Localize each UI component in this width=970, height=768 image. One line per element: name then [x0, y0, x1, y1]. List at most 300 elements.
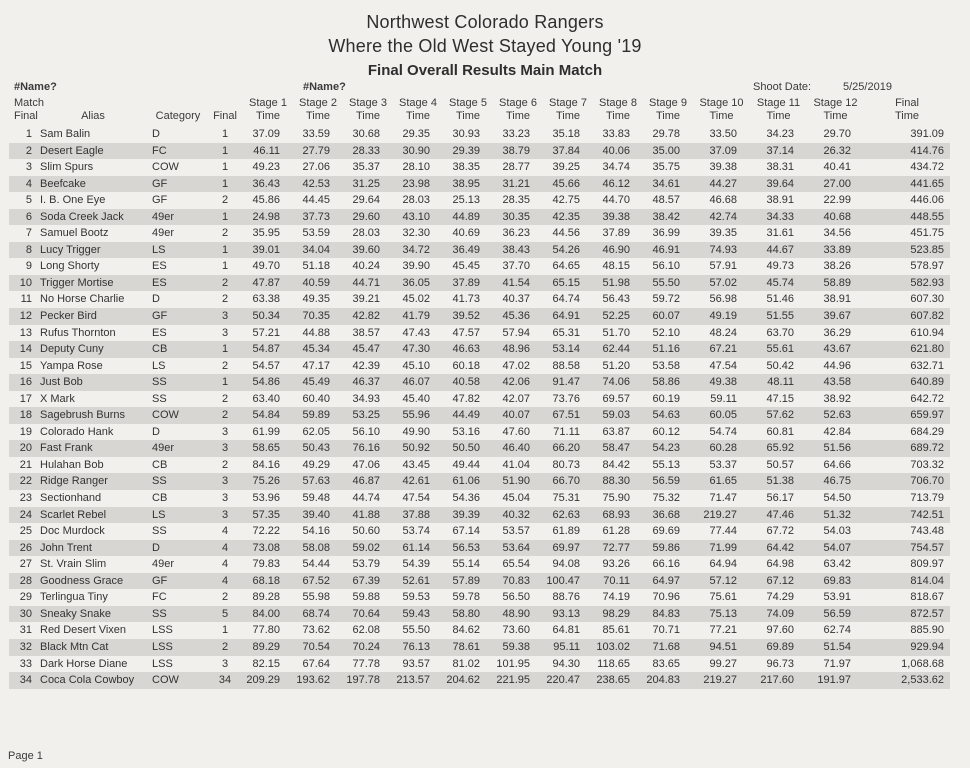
table-row	[9, 126, 950, 143]
match-final-rank: 12	[19, 310, 32, 323]
match-final-rank: 27	[19, 558, 32, 571]
category: COW	[152, 409, 179, 422]
stage-12-time: 38.92	[823, 392, 851, 405]
stage-2-time: 50.43	[302, 442, 330, 455]
stage-3-time: 53.79	[352, 558, 380, 571]
stage-7-time: 42.75	[552, 194, 580, 207]
match-final-rank: 19	[19, 425, 32, 438]
stage-8-time: 56.43	[602, 293, 630, 306]
final-rank: 1	[221, 128, 229, 140]
stage-4-time: 34.72	[402, 243, 430, 256]
stage-1-time: 58.65	[252, 442, 280, 455]
category: GF	[152, 177, 168, 190]
final-rank: 3	[221, 657, 229, 670]
match-final-rank: 5	[25, 194, 32, 207]
stage-12-time: 43.67	[823, 343, 851, 356]
stage-10-time: 33.50	[709, 128, 737, 140]
table-row	[9, 656, 950, 673]
stage-4-time: 49.90	[402, 425, 430, 438]
stage-5-time: 39.39	[452, 508, 480, 521]
stage-7-time: 88.58	[552, 359, 580, 372]
stage-11-time: 74.29	[766, 591, 794, 604]
stage-3-time: 44.71	[352, 276, 380, 289]
stage-5-time: 40.58	[452, 376, 480, 389]
stage-10-time: 99.27	[709, 657, 737, 670]
stage-10-time: 54.74	[709, 425, 737, 438]
table-row	[9, 424, 950, 441]
stage-2-time: 70.54	[302, 640, 330, 653]
stage-9-time: 71.68	[652, 640, 680, 653]
stage-12-time: 52.63	[823, 409, 851, 422]
table-row	[9, 209, 950, 226]
stage-9-time: 56.59	[652, 475, 680, 488]
stage-10-time: 44.27	[709, 177, 737, 190]
stage-4-time: 50.92	[402, 442, 430, 455]
stage-6-time: 221.95	[496, 674, 530, 687]
stage-1-time: 68.18	[252, 574, 280, 587]
category: SS	[152, 376, 167, 389]
stage-6-time: 38.79	[502, 144, 530, 157]
final-rank: 2	[221, 640, 229, 653]
stage-9-time: 34.61	[652, 177, 680, 190]
final-rank: 4	[221, 525, 229, 538]
stage-10-time: 71.99	[709, 541, 737, 554]
stage-12-time: 69.83	[823, 574, 851, 587]
stage-2-time: 60.40	[302, 392, 330, 405]
stage-2-time: 39.40	[302, 508, 330, 521]
stage-9-time: 35.00	[652, 144, 680, 157]
final-time: 607.30	[910, 293, 944, 306]
stage-5-time: 38.35	[452, 161, 480, 174]
shooter-alias: St. Vrain Slim	[40, 558, 107, 571]
category: FC	[152, 591, 167, 604]
category: GF	[152, 574, 168, 587]
stage-11-time: 48.11	[767, 376, 794, 389]
stage-8-time: 70.11	[603, 574, 630, 587]
table-row	[9, 192, 950, 209]
final-rank: 1	[221, 260, 229, 273]
match-final-rank: 32	[19, 640, 32, 653]
stage-12-time: 39.67	[823, 310, 851, 323]
stage-1-time: 37.09	[252, 128, 280, 140]
stage-8-time: 74.06	[602, 376, 630, 389]
stage-5-time: 36.49	[452, 243, 480, 256]
stage-7-time: 61.89	[552, 525, 580, 538]
stage-7-time: 73.76	[552, 392, 580, 405]
stage-6-time: 33.23	[502, 128, 530, 140]
stage-1-time: 54.87	[252, 343, 280, 356]
stage-5-time: 58.80	[452, 607, 480, 620]
stage-11-time: 45.74	[766, 276, 794, 289]
category: CB	[152, 492, 168, 505]
stage-2-time: 34.04	[302, 243, 330, 256]
stage-10-time: 48.24	[709, 326, 737, 339]
stage-8-time: 33.83	[602, 128, 630, 140]
stage-4-time: 36.05	[402, 276, 430, 289]
stage-4-time: 46.07	[402, 376, 430, 389]
stage-8-time: 85.61	[602, 624, 630, 637]
stage-11-time: 69.89	[766, 640, 794, 653]
stage-11-time: 49.73	[766, 260, 794, 273]
stage-8-time: 93.26	[602, 558, 630, 571]
stage-11-time: 34.33	[766, 210, 794, 223]
stage-9-time: 70.71	[652, 624, 680, 637]
stage-9-time: 64.97	[652, 574, 680, 587]
stage-11-time: 47.15	[766, 392, 794, 405]
stage-1-time: 54.84	[252, 409, 280, 422]
stage-6-time: 53.64	[502, 541, 530, 554]
shooter-alias: Doc Murdock	[40, 525, 105, 538]
match-final-rank: 25	[19, 525, 32, 538]
stage-8-time: 40.06	[602, 144, 630, 157]
column-header: Stage 4 Time	[399, 97, 437, 122]
stage-6-time: 38.43	[502, 243, 530, 256]
stage-8-time: 34.74	[602, 161, 630, 174]
stage-8-time: 88.30	[602, 475, 630, 488]
stage-6-time: 41.54	[502, 276, 530, 289]
stage-11-time: 34.23	[766, 128, 794, 140]
match-final-rank: 22	[19, 475, 32, 488]
stage-6-time: 28.77	[502, 161, 530, 174]
stage-3-time: 30.68	[352, 128, 380, 140]
match-final-rank: 26	[19, 541, 32, 554]
stage-9-time: 75.32	[652, 492, 680, 505]
stage-10-time: 56.98	[709, 293, 737, 306]
stage-5-time: 29.39	[452, 144, 480, 157]
stage-2-time: 53.59	[302, 227, 330, 240]
stage-2-time: 57.63	[302, 475, 330, 488]
shooter-alias: Fast Frank	[40, 442, 93, 455]
stage-9-time: 60.07	[652, 310, 680, 323]
stage-3-time: 70.24	[352, 640, 380, 653]
stage-9-time: 70.96	[652, 591, 680, 604]
stage-6-time: 73.60	[502, 624, 530, 637]
final-time: 689.72	[910, 442, 944, 455]
stage-3-time: 29.64	[352, 194, 380, 207]
stage-12-time: 38.91	[823, 293, 851, 306]
stage-10-time: 46.68	[709, 194, 737, 207]
shooter-alias: Dark Horse Diane	[40, 657, 128, 670]
stage-10-time: 219.27	[703, 508, 737, 521]
stage-4-time: 47.43	[402, 326, 430, 339]
table-row	[9, 176, 950, 193]
stage-1-time: 82.15	[252, 657, 280, 670]
stage-10-time: 39.38	[709, 161, 737, 174]
table-row	[9, 672, 950, 689]
stage-5-time: 47.57	[452, 326, 480, 339]
final-time: 885.90	[910, 624, 944, 637]
final-rank: 3	[221, 310, 229, 323]
match-final-rank: 9	[25, 260, 32, 273]
stage-10-time: 71.47	[709, 492, 737, 505]
final-rank: 1	[221, 161, 229, 174]
stage-6-time: 56.50	[502, 591, 530, 604]
stage-4-time: 45.40	[402, 392, 430, 405]
match-final-rank: 14	[19, 343, 32, 356]
name-error-center: #Name?	[303, 81, 346, 93]
shooter-alias: Lucy Trigger	[40, 243, 101, 256]
final-time: 391.09	[910, 128, 944, 140]
stage-5-time: 57.89	[452, 574, 480, 587]
column-header: Stage 2 Time	[299, 97, 337, 122]
stage-9-time: 59.72	[652, 293, 680, 306]
column-header: Stage 9 Time	[649, 97, 687, 122]
stage-11-time: 47.46	[766, 508, 794, 521]
stage-8-time: 48.15	[602, 260, 630, 273]
stage-6-time: 57.94	[502, 326, 530, 339]
final-time: 713.79	[910, 492, 944, 505]
shooter-alias: Sam Balin	[40, 128, 91, 140]
match-final-rank: 16	[19, 376, 32, 389]
shooter-alias: Coca Cola Cowboy	[40, 674, 135, 687]
stage-3-time: 70.64	[352, 607, 380, 620]
stage-5-time: 46.63	[452, 343, 480, 356]
stage-6-time: 47.02	[502, 359, 530, 372]
final-time: 448.55	[910, 210, 944, 223]
stage-11-time: 55.61	[766, 343, 794, 356]
stage-10-time: 75.13	[709, 607, 737, 620]
stage-6-time: 45.04	[502, 492, 530, 505]
stage-10-time: 57.12	[709, 574, 737, 587]
stage-3-time: 67.39	[352, 574, 380, 587]
stage-2-time: 27.06	[302, 161, 330, 174]
stage-4-time: 30.90	[402, 144, 430, 157]
stage-8-time: 37.89	[602, 227, 630, 240]
stage-12-time: 40.41	[823, 161, 851, 174]
stage-7-time: 93.13	[552, 607, 580, 620]
stage-2-time: 62.05	[302, 425, 330, 438]
stage-9-time: 36.99	[652, 227, 680, 240]
stage-10-time: 77.21	[709, 624, 737, 637]
stage-1-time: 47.87	[252, 276, 280, 289]
shooter-alias: Rufus Thornton	[40, 326, 116, 339]
stage-4-time: 76.13	[402, 640, 430, 653]
final-rank: 2	[221, 359, 229, 372]
stage-12-time: 54.07	[823, 541, 851, 554]
stage-7-time: 88.76	[552, 591, 580, 604]
stage-6-time: 30.35	[502, 210, 530, 223]
stage-6-time: 46.40	[502, 442, 530, 455]
stage-5-time: 59.78	[452, 591, 480, 604]
stage-11-time: 64.42	[766, 541, 794, 554]
results-header-row	[9, 95, 950, 126]
stage-9-time: 58.86	[652, 376, 680, 389]
match-final-rank: 20	[19, 442, 32, 455]
stage-12-time: 51.54	[823, 640, 851, 653]
stage-3-time: 46.37	[352, 376, 380, 389]
stage-10-time: 53.37	[709, 458, 737, 471]
table-row	[9, 540, 950, 557]
stage-5-time: 40.69	[452, 227, 480, 240]
stage-2-time: 55.98	[302, 591, 330, 604]
table-row	[9, 143, 950, 160]
stage-1-time: 46.11	[253, 144, 280, 157]
final-rank: 2	[221, 293, 229, 306]
stage-2-time: 33.59	[302, 128, 330, 140]
stage-3-time: 31.25	[352, 177, 380, 190]
stage-9-time: 51.16	[652, 343, 680, 356]
final-rank: 2	[221, 458, 229, 471]
category: D	[152, 293, 160, 306]
final-time: 814.04	[910, 574, 944, 587]
stage-9-time: 35.75	[652, 161, 680, 174]
shooter-alias: Terlingua Tiny	[40, 591, 108, 604]
category: LSS	[152, 640, 173, 653]
column-header: Stage 10 Time	[699, 97, 744, 122]
category: COW	[152, 161, 179, 174]
stage-12-time: 51.56	[823, 442, 851, 455]
final-rank: 4	[221, 558, 229, 571]
stage-8-time: 61.28	[602, 525, 630, 538]
stage-5-time: 204.62	[446, 674, 480, 687]
match-final-rank: 18	[19, 409, 32, 422]
match-final-rank: 10	[19, 276, 32, 289]
stage-1-time: 54.86	[252, 376, 280, 389]
stage-5-time: 61.06	[452, 475, 480, 488]
stage-8-time: 69.57	[602, 392, 630, 405]
category: LS	[152, 359, 166, 372]
final-time: 2,533.62	[901, 674, 944, 687]
stage-5-time: 45.45	[452, 260, 480, 273]
stage-9-time: 29.78	[652, 128, 680, 140]
stage-12-time: 40.68	[823, 210, 851, 223]
category: ES	[152, 326, 167, 339]
header-row	[9, 95, 950, 126]
stage-4-time: 54.39	[402, 558, 430, 571]
match-final-rank: 34	[19, 674, 32, 687]
stage-7-time: 94.08	[552, 558, 580, 571]
stage-8-time: 238.65	[596, 674, 630, 687]
final-rank: 1	[221, 144, 229, 157]
stage-9-time: 69.69	[652, 525, 680, 538]
stage-11-time: 50.57	[766, 458, 794, 471]
stage-12-time: 43.58	[823, 376, 851, 389]
category: 49er	[152, 442, 175, 455]
match-final-rank: 17	[19, 392, 32, 405]
stage-11-time: 56.17	[766, 492, 794, 505]
stage-12-time: 64.66	[823, 458, 851, 471]
stage-11-time: 38.91	[766, 194, 794, 207]
stage-1-time: 72.22	[252, 525, 280, 538]
final-rank: 4	[221, 541, 229, 554]
table-row	[9, 589, 950, 606]
stage-4-time: 55.96	[402, 409, 430, 422]
stage-10-time: 60.05	[709, 409, 737, 422]
shooter-alias: No Horse Charlie	[40, 293, 125, 306]
stage-5-time: 39.52	[452, 310, 480, 323]
stage-7-time: 69.97	[552, 541, 580, 554]
stage-7-time: 91.47	[552, 376, 580, 389]
column-header: Stage 11 Time	[756, 97, 801, 122]
stage-5-time: 53.16	[452, 425, 480, 438]
stage-10-time: 42.74	[709, 210, 737, 223]
stage-1-time: 77.80	[252, 624, 280, 637]
column-header: Stage 6 Time	[499, 97, 537, 122]
stage-2-time: 47.17	[302, 359, 330, 372]
stage-7-time: 62.63	[552, 508, 580, 521]
table-row	[9, 159, 950, 176]
stage-5-time: 78.61	[452, 640, 480, 653]
shoot-date-value: 5/25/2019	[843, 81, 892, 93]
category: COW	[152, 674, 179, 687]
stage-9-time: 66.16	[652, 558, 680, 571]
category: CB	[152, 458, 168, 471]
final-time: 743.48	[910, 525, 944, 538]
category: D	[152, 128, 160, 140]
stage-10-time: 64.94	[709, 558, 737, 571]
stage-1-time: 49.23	[252, 161, 280, 174]
stage-5-time: 47.82	[452, 392, 480, 405]
shooter-alias: X Mark	[40, 392, 75, 405]
stage-3-time: 46.87	[352, 475, 380, 488]
shooter-alias: I. B. One Eye	[40, 194, 106, 207]
stage-7-time: 67.51	[552, 409, 580, 422]
shooter-alias: Desert Eagle	[40, 144, 104, 157]
stage-8-time: 118.65	[597, 657, 630, 670]
final-rank: 2	[221, 392, 229, 405]
final-rank: 1	[221, 177, 229, 190]
final-time: 578.97	[910, 260, 944, 273]
final-rank: 1	[221, 376, 229, 389]
shooter-alias: Slim Spurs	[40, 161, 94, 174]
stage-11-time: 67.12	[766, 574, 794, 587]
stage-5-time: 25.13	[452, 194, 480, 207]
shooter-alias: Just Bob	[40, 376, 83, 389]
stage-11-time: 65.92	[766, 442, 794, 455]
stage-5-time: 44.89	[452, 210, 480, 223]
category: GF	[152, 310, 168, 323]
shooter-alias: Hulahan Bob	[40, 458, 104, 471]
stage-9-time: 55.50	[652, 276, 680, 289]
category: GF	[152, 194, 168, 207]
stage-6-time: 36.23	[502, 227, 530, 240]
page-number: Page 1	[8, 750, 43, 762]
stage-5-time: 44.49	[452, 409, 480, 422]
stage-11-time: 51.38	[766, 475, 794, 488]
stage-10-time: 219.27	[703, 674, 737, 687]
stage-6-time: 59.38	[502, 640, 530, 653]
shooter-alias: Sectionhand	[40, 492, 102, 505]
stage-11-time: 67.72	[766, 525, 794, 538]
table-row	[9, 341, 950, 358]
stage-11-time: 31.61	[766, 227, 794, 240]
final-time: 706.70	[910, 475, 944, 488]
stage-3-time: 62.08	[352, 624, 380, 637]
table-row	[9, 490, 950, 507]
category: LSS	[152, 624, 173, 637]
table-row	[9, 358, 950, 375]
stage-6-time: 37.70	[502, 260, 530, 273]
stage-5-time: 37.89	[452, 276, 480, 289]
stage-10-time: 61.65	[709, 475, 737, 488]
stage-7-time: 100.47	[546, 574, 580, 587]
stage-3-time: 41.88	[352, 508, 380, 521]
stage-2-time: 27.79	[302, 144, 330, 157]
category: SS	[152, 392, 167, 405]
final-time: 582.93	[910, 276, 944, 289]
table-row	[9, 639, 950, 656]
stage-12-time: 27.00	[823, 177, 851, 190]
final-time: 754.57	[910, 541, 944, 554]
stage-7-time: 37.84	[552, 144, 580, 157]
stage-10-time: 57.91	[709, 260, 737, 273]
stage-12-time: 44.96	[823, 359, 851, 372]
stage-4-time: 37.88	[402, 508, 430, 521]
stage-8-time: 51.98	[602, 276, 630, 289]
final-time: 632.71	[910, 359, 944, 372]
stage-12-time: 34.56	[823, 227, 851, 240]
final-rank: 3	[221, 492, 229, 505]
